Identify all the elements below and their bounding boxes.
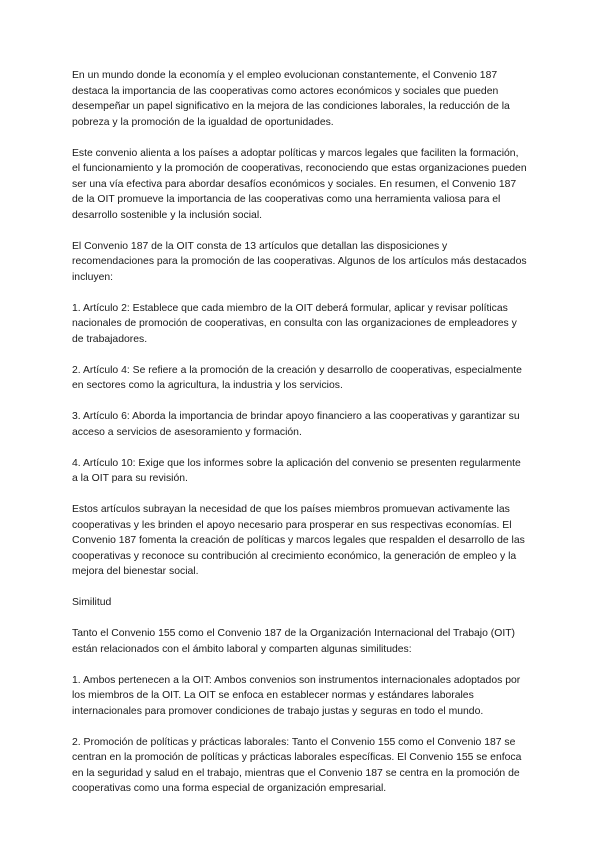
paragraph-policies: Este convenio alienta a los países a adoptar políticas y marcos legales que faciliten la formación, el funcionamiento y la promoción de cooperativas, reconociendo que estas organizaciones pueden ser una vía efectiva para abordar desafíos económicos y sociales. En resumen, el Convenio 187 de la OIT promueve la importancia de las cooperativas como una herramienta valiosa para el desarrollo sostenible y la inclusión social. — [72, 147, 527, 221]
list-item-article-2: 1. Artículo 2: Establece que cada miembro de la OIT deberá formular, aplicar y revisar políticas nacionales de promoción de cooperativas, en consulta con las organizaciones de empleadores y de trabajadores. — [72, 302, 517, 345]
document-page — [72, 68, 528, 812]
section-heading-similitud: Similitud — [72, 597, 112, 608]
list-item-similarity-1: 1. Ambos pertenecen a la OIT: Ambos convenios son instrumentos internacionales adoptados por los miembros de la OIT. La OIT se enfoca en establecer normas y estándares laborales internacionales para promover condiciones de trabajo justas y seguras en todo el mundo. — [72, 674, 521, 717]
paragraph-similarities-intro: Tanto el Convenio 155 como el Convenio 187 de la Organización Internacional del Trabajo (OIT) están relacionados con el ámbito laboral y comparten algunas similitudes: — [72, 628, 516, 655]
paragraph-intro: En un mundo donde la economía y el empleo evolucionan constantemente, el Convenio 187 destaca la importancia de las cooperativas como actores económicos y sociales que pueden desempeñar un papel significativo en la mejora de las condiciones laborales, la reducción de la pobreza y la promoción de la igualdad de oportunidades. — [72, 70, 510, 128]
paragraph-summary: Estos artículos subrayan la necesidad de que los países miembros promuevan activamente las cooperativas y les brinden el apoyo necesario para prosperar en sus respectivas economías. El Convenio 187 fomenta la creación de políticas y marcos legales que respalden el desarrollo de las cooperativas y reconoce su contribución al crecimiento económico, la generación de empleo y la mejora del bienestar social. — [72, 504, 525, 577]
list-item-similarity-2: 2. Promoción de políticas y prácticas laborales: Tanto el Convenio 155 como el Convenio 187 se centran en la promoción de políticas y prácticas laborales específicas. El Convenio 155 se enfoca en la seguridad y salud en el trabajo, mientras que el Convenio 187 se centra en la promoción de cooperativas como una forma especial de organización empresarial. — [72, 736, 522, 794]
list-item-article-4: 2. Artículo 4: Se refiere a la promoción de la creación y desarrollo de cooperativas, especialmente en sectores como la agricultura, la industria y los servicios. — [72, 364, 522, 391]
paragraph-articles-intro: El Convenio 187 de la OIT consta de 13 artículos que detallan las disposiciones y recomendaciones para la promoción de las cooperativas. Algunos de los artículos más destacados incluyen: — [72, 240, 527, 283]
list-item-article-6: 3. Artículo 6: Aborda la importancia de brindar apoyo financiero a las cooperativas y garantizar su acceso a servicios de asesoramiento y formación. — [72, 411, 520, 438]
list-item-article-10: 4. Artículo 10: Exige que los informes sobre la aplicación del convenio se presenten regularmente a la OIT para su revisión. — [72, 457, 521, 484]
